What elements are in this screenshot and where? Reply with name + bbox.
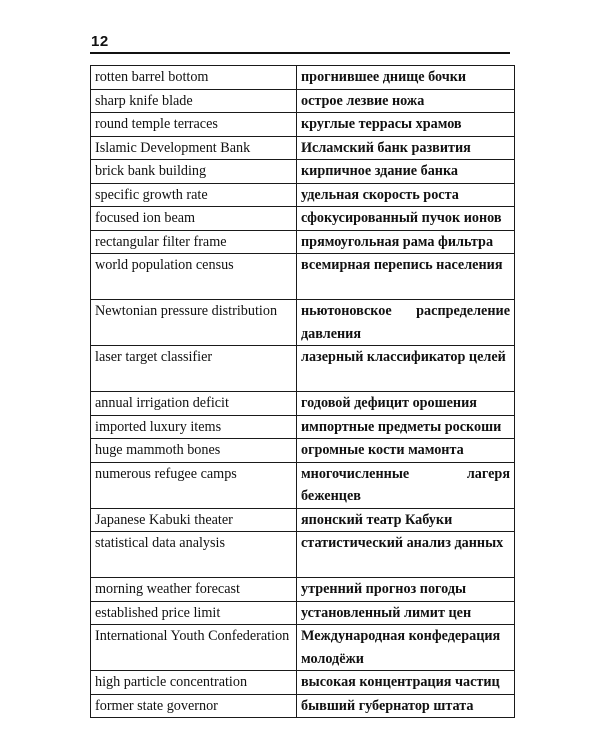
russian-translation: сфокусированный пучок ионов [297,207,515,231]
table-row [91,578,515,602]
russian-translation: бывший губернатор штата [297,694,515,718]
table-row [91,254,515,300]
table-row [91,300,515,346]
russian-translation: установленный лимит цен [297,601,515,625]
english-term: round temple terraces [91,113,297,137]
russian-translation: Международная конфедерация молодёжи [297,625,515,671]
table-row [91,346,515,392]
english-term: sharp knife blade [91,89,297,113]
russian-translation: всемирная перепись населения [297,254,515,300]
table-row [91,392,515,416]
table-row [91,136,515,160]
table-row [91,694,515,718]
table-row [91,230,515,254]
russian-translation: многочисленные лагеря беженцев [297,462,515,508]
english-term: high particle concentration [91,671,297,695]
table-row [91,66,515,90]
table-row [91,508,515,532]
english-term: numerous refugee camps [91,462,297,508]
english-term: annual irrigation deficit [91,392,297,416]
table-row [91,625,515,671]
russian-translation: острое лезвие ножа [297,89,515,113]
table-row [91,160,515,184]
table-row [91,113,515,137]
russian-translation: прогнившее днище бочки [297,66,515,90]
english-term: brick bank building [91,160,297,184]
russian-translation: японский театр Кабуки [297,508,515,532]
russian-translation: утренний прогноз погоды [297,578,515,602]
english-term: established price limit [91,601,297,625]
russian-translation: огромные кости мамонта [297,439,515,463]
english-term: Newtonian pressure distribution [91,300,297,346]
english-term: International Youth Confederation [91,625,297,671]
russian-translation: статистический анализ данных [297,532,515,578]
table-row [91,439,515,463]
glossary-table [90,65,515,718]
russian-translation: импортные предметы роскоши [297,415,515,439]
english-term: laser target classifier [91,346,297,392]
english-term: statistical data analysis [91,532,297,578]
english-term: focused ion beam [91,207,297,231]
table-row [91,415,515,439]
table-row [91,89,515,113]
english-term: morning weather forecast [91,578,297,602]
english-term: imported luxury items [91,415,297,439]
russian-translation: кирпичное здание банка [297,160,515,184]
russian-translation: удельная скорость роста [297,183,515,207]
english-term: Japanese Kabuki theater [91,508,297,532]
english-term: huge mammoth bones [91,439,297,463]
table-row [91,207,515,231]
english-term: world population census [91,254,297,300]
table-row [91,183,515,207]
english-term: rectangular filter frame [91,230,297,254]
english-term: specific growth rate [91,183,297,207]
russian-translation: Исламский банк развития [297,136,515,160]
table-row [91,532,515,578]
header-rule [90,52,510,54]
english-term: former state governor [91,694,297,718]
russian-translation: круглые террасы храмов [297,113,515,137]
page-number: 12 [91,33,109,50]
russian-translation: годовой дефицит орошения [297,392,515,416]
table-row [91,601,515,625]
russian-translation: прямоугольная рама фильтра [297,230,515,254]
english-term: Islamic Development Bank [91,136,297,160]
english-term: rotten barrel bottom [91,66,297,90]
russian-translation: высокая концентрация частиц [297,671,515,695]
russian-translation: ньютоновское распределение давления [297,300,515,346]
russian-translation: лазерный классификатор целей [297,346,515,392]
table-row [91,671,515,695]
table-row [91,462,515,508]
